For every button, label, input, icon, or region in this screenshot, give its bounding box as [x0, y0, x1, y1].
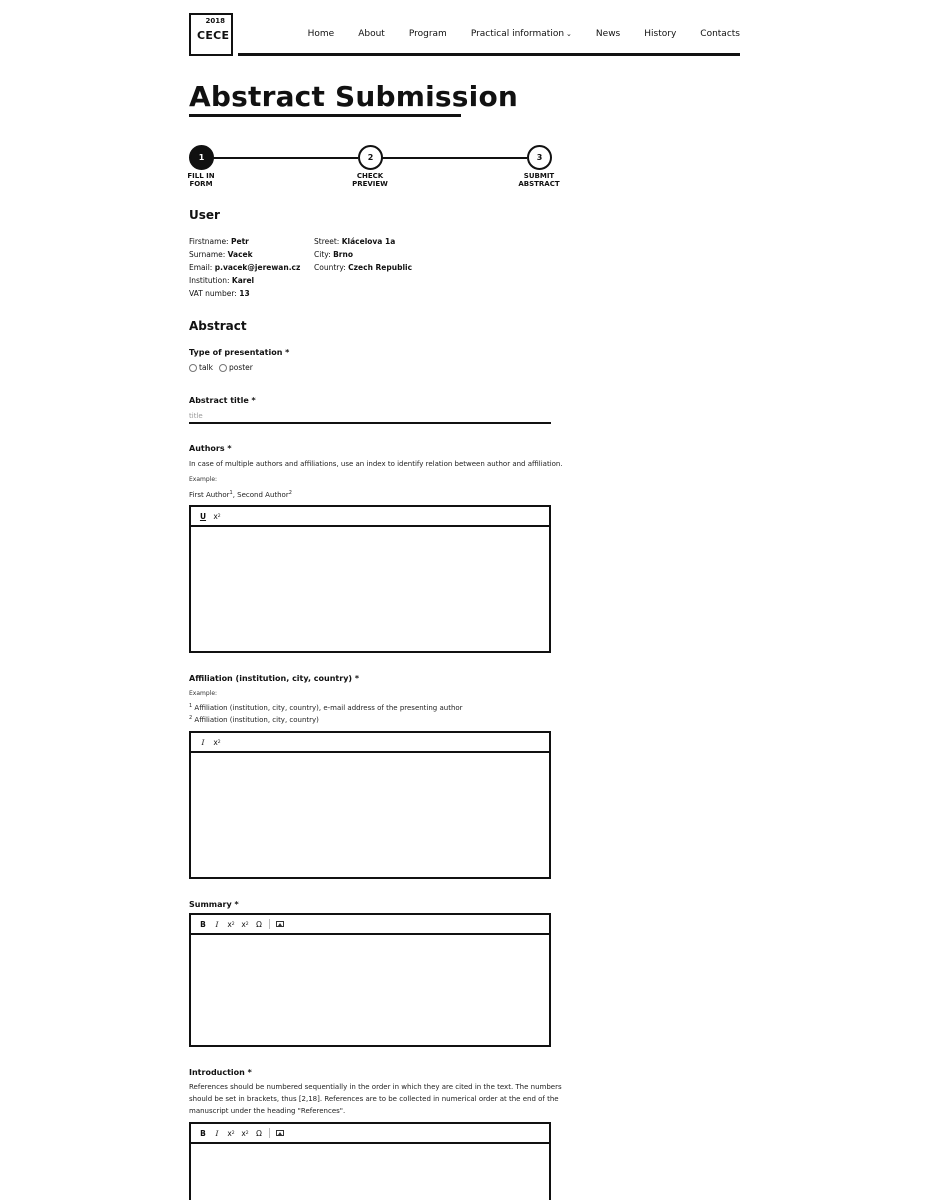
bold-icon[interactable]: B	[200, 1128, 206, 1138]
subscript-icon[interactable]: x 2	[227, 1128, 235, 1138]
radio-poster[interactable]	[219, 364, 227, 372]
step-2-label: CHECK PREVIEW	[352, 172, 388, 188]
introduction-editor-toolbar	[191, 1124, 549, 1144]
affiliation-example-label: Example:	[189, 690, 218, 697]
logo-name: CECE	[197, 29, 230, 42]
abstract-title-label: Abstract title *	[189, 396, 256, 405]
nav-about[interactable]: About	[358, 29, 385, 39]
introduction-help-line-2: should be set in brackets, thus [2,18]. References are to be collected in numerical order at the end of the	[189, 1095, 559, 1103]
authors-editor-area[interactable]	[191, 527, 549, 651]
nav-practical-label: Practical information	[470, 29, 565, 39]
logo-year: 2018	[205, 17, 225, 25]
site-logo[interactable]	[189, 13, 233, 56]
user-vat: VAT number: 13	[189, 289, 250, 298]
summary-editor-toolbar	[191, 915, 549, 935]
presentation-type-group	[189, 363, 253, 372]
superscript-icon[interactable]: x 2	[213, 511, 221, 521]
abstract-heading: Abstract	[189, 319, 247, 333]
introduction-editor	[189, 1122, 551, 1200]
nav-practical-information[interactable]	[471, 29, 572, 39]
summary-label: Summary *	[189, 900, 239, 909]
header-divider	[238, 53, 740, 56]
superscript-icon[interactable]: x 2	[213, 737, 221, 747]
special-character-icon[interactable]: Ω	[256, 1128, 262, 1138]
nav-program[interactable]: Program	[408, 29, 447, 39]
title-underline	[189, 114, 461, 117]
radio-talk[interactable]	[189, 364, 197, 372]
user-heading: User	[189, 208, 220, 222]
affiliation-label: Affiliation (institution, city, country) *	[189, 674, 360, 683]
special-character-icon[interactable]: Ω	[256, 919, 262, 929]
step-3-circle: 3	[527, 145, 552, 170]
site-header	[189, 13, 740, 57]
step-connector	[213, 157, 358, 159]
step-3-label: SUBMIT ABSTRACT	[518, 172, 560, 188]
main-nav	[308, 29, 740, 39]
user-details-right	[314, 235, 412, 274]
subscript-icon[interactable]: x 2	[227, 919, 235, 929]
summary-editor	[189, 913, 551, 1047]
summary-editor-area[interactable]	[191, 935, 549, 1045]
radio-talk-label[interactable]: talk	[199, 363, 213, 372]
image-icon[interactable]	[274, 917, 286, 931]
authors-help-text: In case of multiple authors and affiliations, use an index to identify relation between author and affiliation.	[189, 460, 563, 468]
affiliation-editor-area[interactable]	[191, 753, 549, 877]
authors-editor-toolbar	[191, 507, 549, 527]
user-street: Street: Klácelova 1a	[314, 237, 396, 246]
step-1-label: FILL IN FORM	[187, 172, 215, 188]
introduction-editor-area[interactable]	[191, 1144, 549, 1200]
toolbar-separator	[269, 919, 270, 929]
introduction-help-line-1: References should be numbered sequentially in the order in which they are cited in the text. The numbers	[189, 1083, 562, 1091]
authors-example-label: Example:	[189, 476, 218, 483]
nav-history[interactable]: History	[644, 29, 677, 39]
affiliation-example-1: $^1$ Affiliation (institution, city, country), e-mail address of the presenting author	[189, 703, 463, 712]
user-institution: Institution: Karel	[189, 276, 255, 285]
toolbar-separator	[269, 1128, 270, 1138]
step-1-circle: 1	[189, 145, 214, 170]
italic-icon[interactable]: I	[201, 737, 205, 747]
italic-icon[interactable]: I	[215, 919, 219, 929]
introduction-help-line-3: manuscript under the heading "References".	[189, 1107, 346, 1115]
underline-icon[interactable]: U	[199, 511, 207, 521]
superscript-icon[interactable]: x 2	[241, 919, 249, 929]
affiliation-editor	[189, 731, 551, 879]
nav-contacts[interactable]: Contacts	[700, 29, 740, 39]
nav-news[interactable]: News	[595, 29, 621, 39]
progress-stepper	[187, 145, 560, 190]
radio-poster-label[interactable]: poster	[228, 363, 253, 372]
type-of-presentation-label: Type of presentation *	[189, 348, 290, 357]
user-country: Country: Czech Republic	[314, 263, 413, 272]
chevron-down-icon: ⌄	[566, 30, 572, 38]
affiliation-example-2: $^2$ Affiliation (institution, city, country)	[189, 715, 319, 724]
bold-icon[interactable]: B	[200, 919, 206, 929]
authors-editor	[189, 505, 551, 653]
step-connector	[382, 157, 527, 159]
image-icon[interactable]	[274, 1126, 286, 1140]
page-title: Abstract Submission	[189, 80, 519, 113]
affiliation-editor-toolbar	[191, 733, 549, 753]
superscript-icon[interactable]: x 2	[241, 1128, 249, 1138]
user-surname: Surname: Vacek	[189, 250, 253, 259]
italic-icon[interactable]: I	[215, 1128, 219, 1138]
authors-example: First Author$^1$, Second Author$^2$	[189, 490, 292, 499]
nav-home[interactable]: Home	[307, 29, 335, 39]
user-city: City: Brno	[314, 250, 353, 259]
introduction-label: Introduction *	[189, 1068, 252, 1077]
user-email: Email: p.vacek@jerewan.cz	[189, 263, 301, 272]
step-2-circle: 2	[358, 145, 383, 170]
user-details-left	[189, 235, 300, 300]
authors-label: Authors *	[189, 444, 232, 453]
user-firstname: Firstname: Petr	[189, 237, 249, 246]
abstract-title-input[interactable]	[189, 410, 551, 424]
